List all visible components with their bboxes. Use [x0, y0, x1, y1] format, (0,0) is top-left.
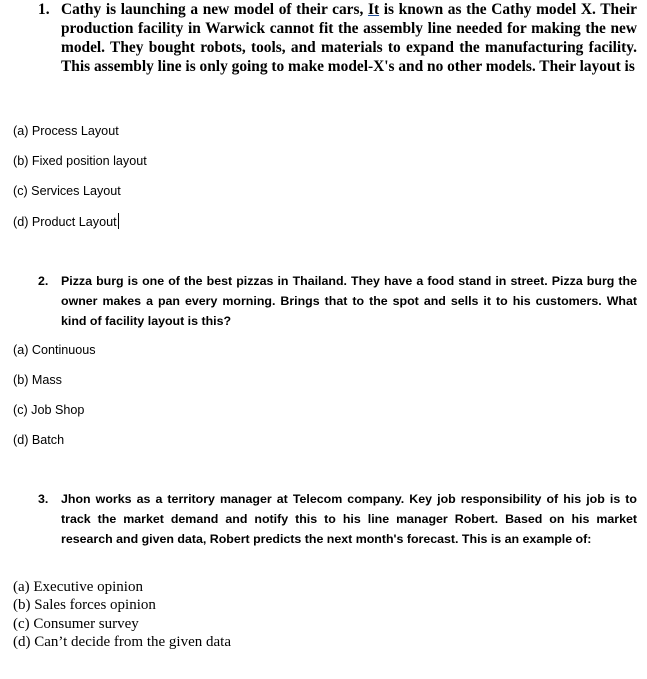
q2-option-d: (d) Batch	[13, 433, 65, 447]
q2-option-a: (a) Continuous	[13, 343, 96, 357]
question-2-text: Pizza burg is one of the best pizzas in Thailand. They have a food stand in street. Pizza burg the owner makes a pan every morning. Brings that to the spot and sells it to his customers. What kind of facility layout is this?	[61, 274, 637, 328]
question-1-text-underlined: It	[367, 1, 380, 18]
question-3-number: 3.	[38, 492, 49, 506]
q3-option-d: (d) Can’t decide from the given data	[13, 634, 231, 650]
q1-option-b: (b) Fixed position layout	[13, 154, 147, 168]
question-1-text-prefix: Cathy is launching a new model of their cars,	[61, 1, 368, 18]
question-3-text: Jhon works as a territory manager at Telecom company. Key job responsibility of his job is to track the market demand and notify this to his line manager Robert. Based on his market research and given data, Robert predicts the next month's forecast. This is an example of:	[61, 492, 637, 546]
q3-option-b: (b) Sales forces opinion	[13, 597, 156, 613]
q1-option-d	[13, 213, 119, 230]
q1-option-d-label: (d) Product Layout	[13, 215, 117, 229]
q2-option-b: (b) Mass	[13, 373, 62, 387]
q3-option-a: (a) Executive opinion	[13, 579, 143, 595]
q3-option-c: (c) Consumer survey	[13, 616, 139, 632]
question-1-text	[61, 0, 637, 76]
q1-option-c: (c) Services Layout	[13, 184, 121, 198]
q2-option-c: (c) Job Shop	[13, 403, 85, 417]
question-1-number: 1.	[38, 1, 50, 18]
question-2-number: 2.	[38, 274, 49, 288]
text-cursor	[118, 213, 119, 229]
question-1-text-suffix: is known as the Cathy model X. Their production facility in Warwick cannot fit the assembly line needed for making the new model. They bought robots, tools, and materials to expand the manufacturing facility. This assembly line is only going to make model-X's and no other models. Their layout is	[61, 1, 638, 75]
q1-option-a: (a) Process Layout	[13, 124, 119, 138]
